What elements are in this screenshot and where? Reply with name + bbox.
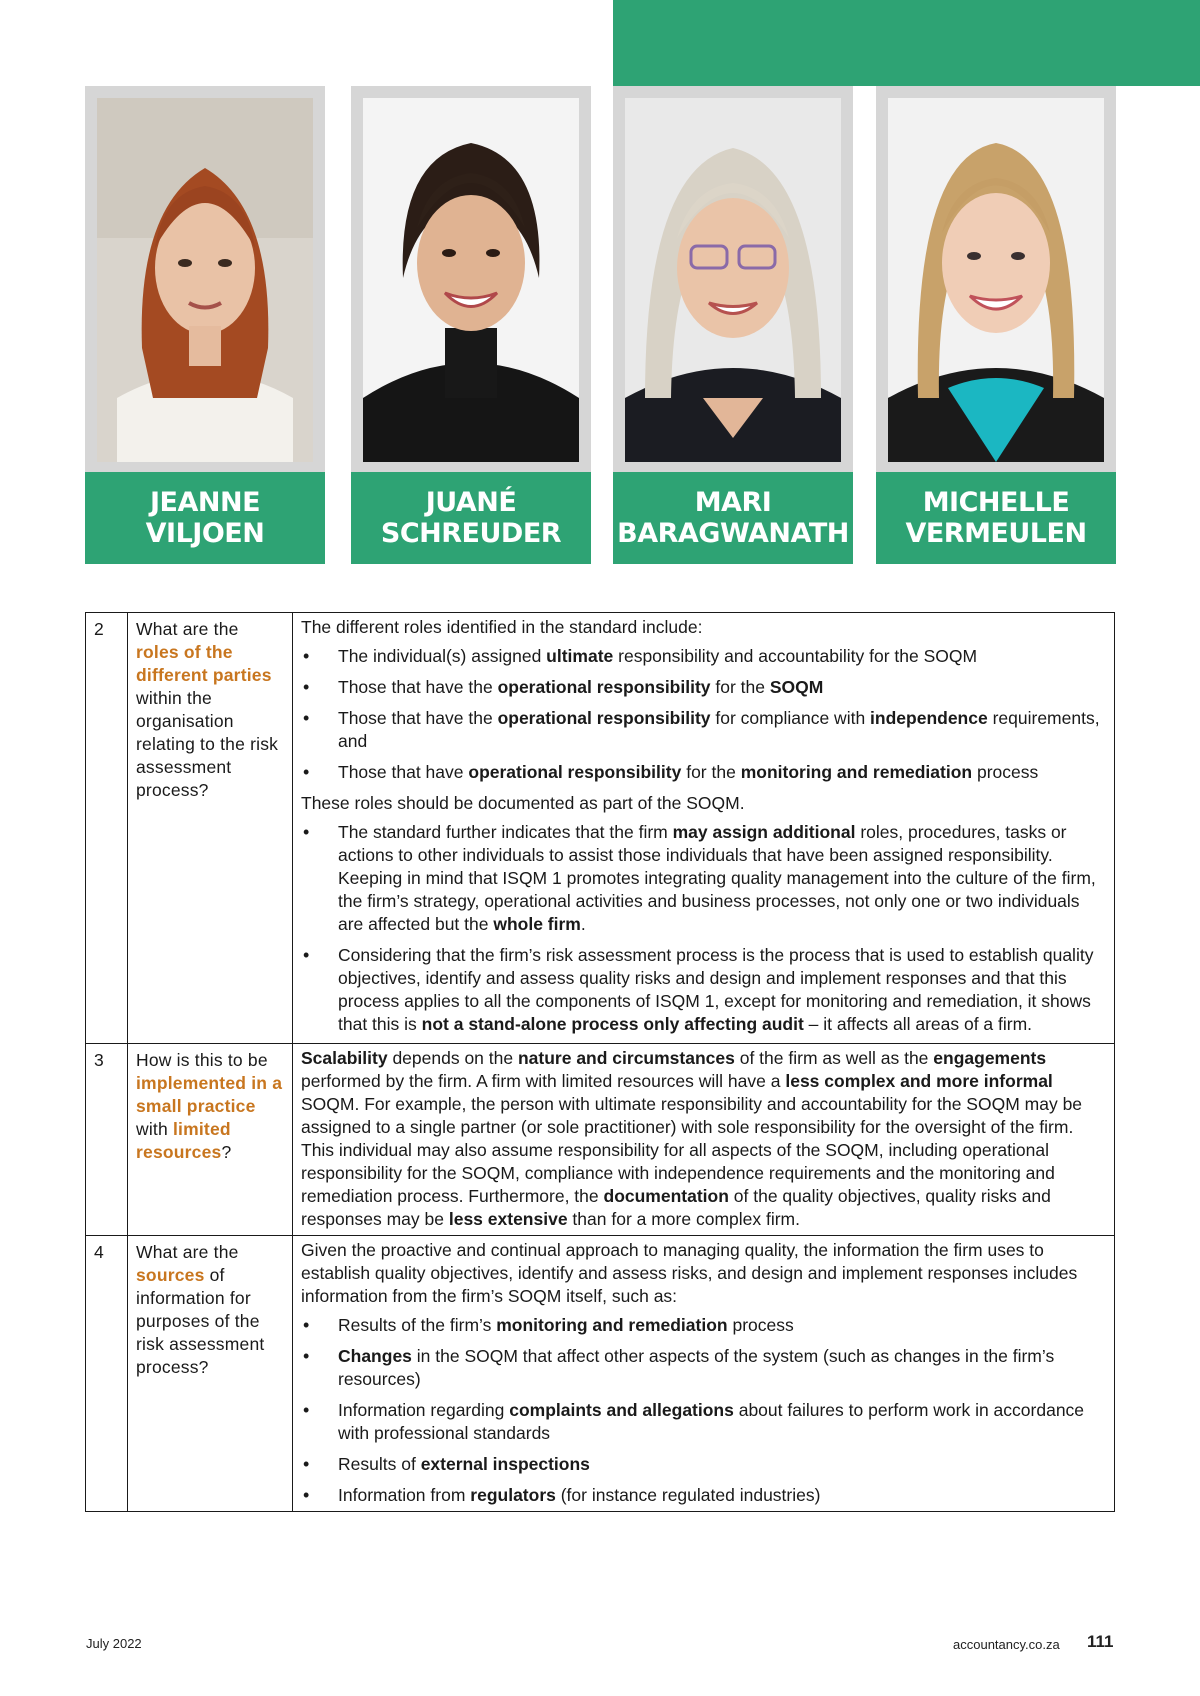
list-item: • Considering that the firm’s risk assessment process is the process that is used to establish quality objectives, identify and assess quality risks and design and implement responses and that this process applies to all the components of ISQM 1, except for monitoring and remediation, it shows that this is not a stand-alone process only affecting audit – it affects all areas of a firm.: [301, 944, 1106, 1036]
author-first-name: MARI: [694, 487, 772, 518]
list-item: • Those that have the operational responsibility for the SOQM: [301, 676, 1106, 699]
table-row: [86, 1236, 1115, 1512]
question-cell: What are the sources of information for purposes of the risk assessment process?: [128, 1236, 293, 1512]
author-photo-4: [888, 98, 1104, 462]
bullet-list: [301, 821, 1106, 1036]
footer-date: July 2022: [86, 1636, 142, 1651]
page-number: 111: [1087, 1632, 1114, 1651]
answer-cell: [293, 1044, 1115, 1236]
list-item: • Those that have the operational responsibility for compliance with independence requirements, and: [301, 707, 1106, 753]
bullet-list: [301, 645, 1106, 784]
list-item: • Those that have operational responsibility for the monitoring and remediation process: [301, 761, 1106, 784]
author-last-name: BARAGWANATH: [617, 518, 849, 549]
question-text: What are the: [136, 619, 239, 639]
list-item: • The individual(s) assigned ultimate responsibility and accountability for the SOQM: [301, 645, 1106, 668]
author-photo-3: [625, 98, 841, 462]
author-card-3: [613, 86, 853, 564]
question-highlight: roles of the different parties: [136, 642, 272, 685]
list-item: • Information regarding complaints and allegations about failures to perform work in accordance with professional standards: [301, 1399, 1106, 1445]
list-item: • Results of the firm’s monitoring and remediation process: [301, 1314, 1106, 1337]
table-row: [86, 1044, 1115, 1236]
author-photo-frame: [351, 86, 591, 472]
answer-intro: The different roles identified in the standard include:: [301, 617, 703, 637]
answer-cell: [293, 1236, 1115, 1512]
answer-paragraph: These roles should be documented as part of the SOQM.: [301, 793, 745, 813]
list-item: • The standard further indicates that the firm may assign additional roles, procedures, tasks or actions to other individuals to assist those individuals that have been assigned responsibility. Keeping in mind that ISQM 1 promotes integrating quality management into the culture of the firm, the firm’s strategy, operational activities and business processes, not only one or two individuals are affected but the whole firm.: [301, 821, 1106, 936]
author-photo-frame: [876, 86, 1116, 472]
list-item: • Results of external inspections: [301, 1453, 1106, 1476]
question-text: within the organisation relating to the risk assessment process?: [136, 688, 279, 800]
author-name-plate: [85, 472, 325, 564]
header-green-band: [613, 0, 1200, 86]
author-name-plate: [876, 472, 1116, 564]
question-cell: [128, 613, 293, 1044]
row-number: 2: [86, 613, 128, 1044]
author-first-name: MICHELLE: [922, 487, 1070, 518]
author-card-2: [351, 86, 591, 564]
author-last-name: VILJOEN: [145, 518, 265, 549]
question-cell: How is this to be implemented in a small practice with limited resources?: [128, 1044, 293, 1236]
answer-paragraph: Scalability depends on the nature and circumstances of the firm as well as the engagements performed by the firm. A firm with limited resources will have a less complex and more informal SOQM. For example, the person with ultimate responsibility and accountability for the SOQM may be assigned to a single partner (or sole practitioner) with sole responsibility for the oversight of the firm. This individual may also assume responsibility for all aspects of the SOQM, including operational responsibility for the SOQM, compliance with independence requirements and the monitoring and remediation process. Furthermore, the documentation of the quality objectives, quality risks and responses may be less extensive than for a more complex firm.: [301, 1048, 1083, 1229]
answer-intro: Given the proactive and continual approach to managing quality, the information the firm uses to establish quality objectives, identify and assess risks, and design and implement responses includes information from the firm’s SOQM itself, such as:: [301, 1240, 1078, 1306]
list-item: • Changes in the SOQM that affect other aspects of the system (such as changes in the firm’s resources): [301, 1345, 1106, 1391]
list-item: • Information from regulators (for instance regulated industries): [301, 1484, 1106, 1507]
author-photo-frame: [613, 86, 853, 472]
author-photo-1: [97, 98, 313, 462]
author-name-plate: [613, 472, 853, 564]
author-card-4: [876, 86, 1116, 564]
author-last-name: VERMEULEN: [905, 518, 1087, 549]
answer-cell: [293, 613, 1115, 1044]
author-name-plate: [351, 472, 591, 564]
author-first-name: JEANNE: [149, 487, 261, 518]
row-number: 3: [86, 1044, 128, 1236]
footer-site: accountancy.co.za: [953, 1637, 1060, 1652]
bullet-list: [301, 1314, 1106, 1507]
author-first-name: JUANÉ: [425, 487, 517, 518]
author-photo-2: [363, 98, 579, 462]
table-row: [86, 613, 1115, 1044]
faq-table: [85, 612, 1115, 1512]
author-photo-frame: [85, 86, 325, 472]
author-card-1: [85, 86, 325, 564]
row-number: 4: [86, 1236, 128, 1512]
author-last-name: SCHREUDER: [380, 518, 562, 549]
